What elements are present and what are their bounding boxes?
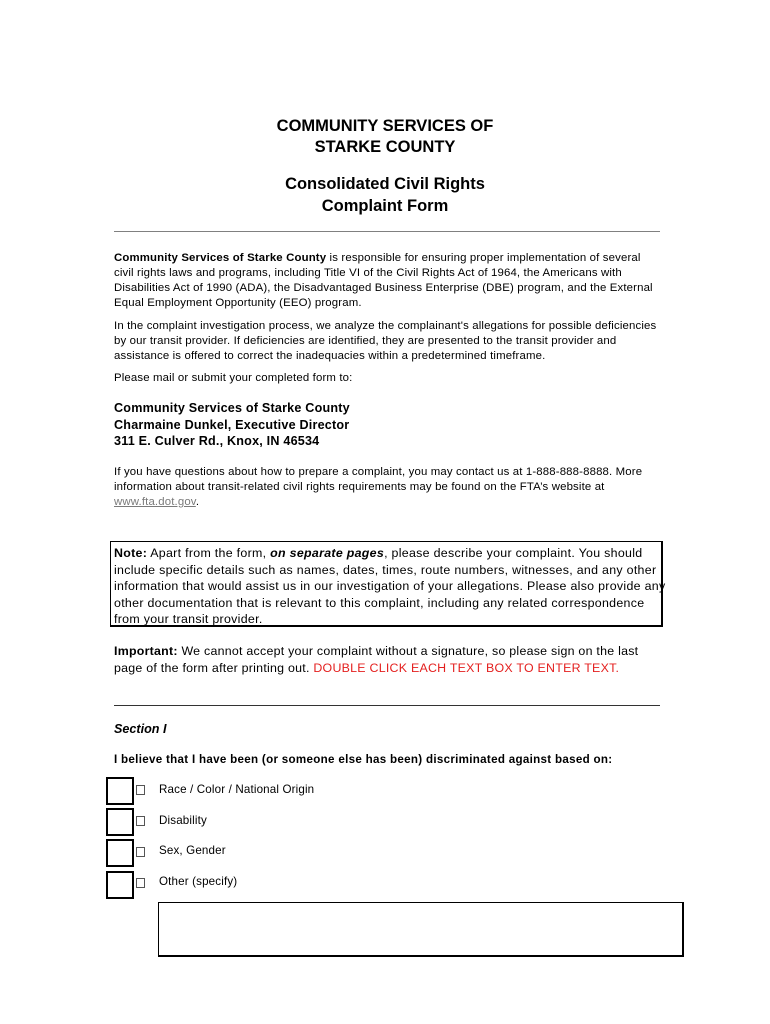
note-text-part2: , please describe your complaint. You should include specific details such as names, dates, times, route numbers, witnesses, and any other information that would assist us in our investigation of your allegations. Please also provide any other documentation that is relevant to this complaint, including any related correspondence from your transit provider. [114,546,666,627]
address-line2: Charmaine Dunkel, Executive Director [114,418,350,432]
other-specify-label: Other (specify) [159,875,238,888]
note-text-part1: Apart from the form, [147,546,271,560]
org-name-line1: COMMUNITY SERVICES OF [276,117,494,135]
form-title-line1: Consolidated Civil Rights [285,175,485,193]
checkbox-glyph-icon [136,785,145,795]
note-label: Note: [114,546,148,560]
disability-checkbox[interactable] [106,808,134,836]
note-text [114,545,666,628]
checkbox-glyph-icon [136,847,145,857]
form-title-line2: Complaint Form [321,197,449,215]
fta-website-link[interactable]: www.fta.dot.gov [114,496,196,508]
intro-paragraph [114,251,662,311]
address-line3: 311 E. Culver Rd., Knox, IN 46534 [114,434,320,448]
important-text: We cannot accept your complaint without a signature, so please sign on the last page of the form after printing out. [114,644,639,675]
note-emphasis: on separate pages [270,546,385,560]
intro-paragraph-text: is responsible for ensuring proper implementation of several civil rights laws and programs, including Title VI of the Civil Rights Act of 1964, the Americans with Disabilities Act of 1990 (ADA), the Disadvantaged Business Enterprise (DBE) program, and the External Equal Employment Opportunity (EEO) program. [114,252,653,309]
org-name-line2: STARKE COUNTY [314,138,456,156]
sex-gender-checkbox[interactable] [106,839,134,867]
process-paragraph: In the complaint investigation process, we analyze the complainant's allegations for possible deficiencies by our transit provider. If deficiencies are identified, they are presented to the transit provider and assistance is offered to correct the inadequacies within a predetermined timeframe. [114,320,657,362]
important-label: Important: [114,644,178,658]
header-divider [114,231,660,232]
other-checkbox[interactable] [106,871,134,899]
sex-gender-label: Sex, Gender [159,844,226,857]
section-divider [114,705,660,706]
checkbox-glyph-icon [136,816,145,826]
double-click-instruction: DOUBLE CLICK EACH TEXT BOX TO ENTER TEXT. [313,660,620,675]
checkbox-glyph-icon [136,878,145,888]
questions-end: . [195,496,200,508]
discrimination-question: I believe that I have been (or someone else has been) discriminated against based on: [114,753,613,766]
section-title: Section I [114,722,167,736]
important-notice [114,643,664,676]
address-line1: Community Services of Starke County [114,401,350,415]
other-specify-text-field[interactable] [158,902,684,957]
questions-text: If you have questions about how to prepare a complaint, you may contact us at 1-888-888-8888. More information about transit-related civil rights requirements may be found on the FTA’s website at [114,466,643,493]
race-color-origin-label: Race / Color / National Origin [159,783,315,796]
mail-instruction: Please mail or submit your completed form to: [114,372,353,384]
disability-label: Disability [159,814,207,827]
intro-org-name: Community Services of Starke County [114,252,327,264]
questions-paragraph [114,465,674,510]
race-color-origin-checkbox[interactable] [106,777,134,805]
